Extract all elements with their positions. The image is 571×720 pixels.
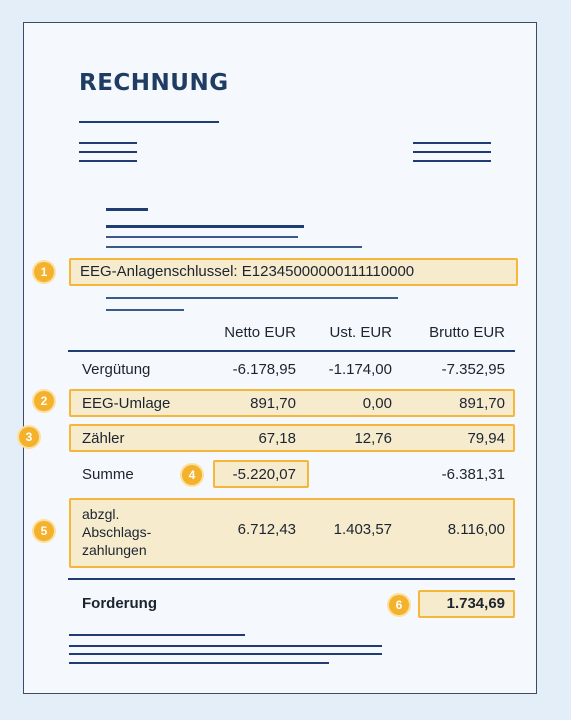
text-line-placeholder <box>413 151 491 153</box>
cell-brutto: -6.381,31 <box>441 466 505 483</box>
text-line-placeholder <box>69 634 245 636</box>
cell-netto: 67,18 <box>258 430 296 447</box>
text-line-placeholder <box>69 645 382 647</box>
cell-netto: 891,70 <box>250 395 296 412</box>
cell-ust: -1.174,00 <box>328 361 392 378</box>
row-label-eeg-umlage: EEG-Umlage <box>82 395 171 412</box>
cell-brutto: 79,94 <box>467 430 505 447</box>
column-header-ust: Ust. EUR <box>329 324 392 341</box>
callout-badge-5: 5 <box>34 521 54 541</box>
text-line-placeholder <box>106 208 148 211</box>
forderung-label: Forderung <box>82 595 157 612</box>
callout-badge-1: 1 <box>34 262 54 282</box>
cell-ust: 0,00 <box>362 395 392 412</box>
callout-badge-6: 6 <box>389 595 409 615</box>
text-line-placeholder <box>106 225 304 228</box>
table-total-rule <box>68 578 515 580</box>
row-label-zaehler: Zähler <box>82 430 125 447</box>
cell-brutto: 8.116,00 <box>447 521 505 538</box>
text-line-placeholder <box>413 142 491 144</box>
anlagenschluessel-text: EEG-Anlagenschlussel: E12345000000111110000 <box>80 263 415 280</box>
callout-badge-3: 3 <box>19 427 39 447</box>
text-line-placeholder <box>69 662 329 664</box>
text-line-placeholder <box>79 142 137 144</box>
text-line-placeholder <box>79 160 137 162</box>
callout-badge-4: 4 <box>182 465 202 485</box>
cell-brutto: 891,70 <box>459 395 505 412</box>
text-line-placeholder <box>106 309 184 311</box>
text-line-placeholder <box>106 297 398 299</box>
cell-netto: -5.220,07 <box>232 466 296 483</box>
forderung-value: 1.734,69 <box>446 595 505 612</box>
cell-brutto: -7.352,95 <box>441 361 505 378</box>
text-line-placeholder <box>106 246 362 248</box>
row-label-summe: Summe <box>82 466 134 483</box>
column-header-netto: Netto EUR <box>224 324 296 341</box>
row-label-abschlagszahlungen: abzgl. Abschlags- zahlungen <box>82 506 152 558</box>
invoice-title: RECHNUNG <box>79 70 229 96</box>
cell-ust: 12,76 <box>354 430 392 447</box>
column-header-brutto: Brutto EUR <box>429 324 505 341</box>
text-line-placeholder <box>413 160 491 162</box>
cell-netto: -6.178,95 <box>232 361 296 378</box>
table-header-rule <box>68 350 515 352</box>
row-label-verguetung: Vergütung <box>82 361 151 378</box>
text-line-placeholder <box>106 236 298 238</box>
text-line-placeholder <box>79 151 137 153</box>
callout-badge-2: 2 <box>34 391 54 411</box>
text-line-placeholder <box>79 121 219 123</box>
text-line-placeholder <box>69 653 382 655</box>
cell-ust: 1.403,57 <box>333 521 392 538</box>
cell-netto: 6.712,43 <box>237 521 296 538</box>
